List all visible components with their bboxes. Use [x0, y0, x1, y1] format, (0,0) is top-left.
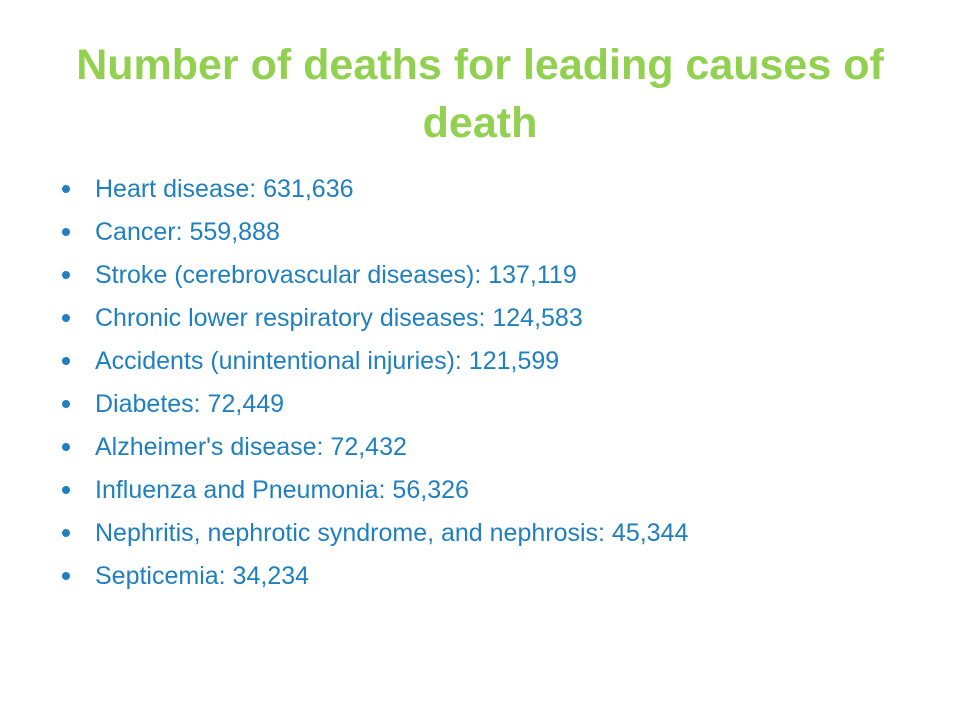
list-item-text: Accidents (unintentional injuries): 121,599 — [95, 347, 560, 375]
bullet-icon — [62, 400, 70, 408]
bullet-icon — [62, 357, 70, 365]
list-item-text: Diabetes: 72,449 — [95, 390, 285, 418]
bullet-icon — [62, 314, 70, 322]
bullet-icon — [62, 228, 70, 236]
bullet-icon — [62, 271, 70, 279]
list-item — [60, 168, 920, 211]
list-item — [60, 211, 920, 254]
list-item — [60, 469, 920, 512]
bullet-icon — [62, 443, 70, 451]
list-item — [60, 297, 920, 340]
list-item-text: Alzheimer's disease: 72,432 — [95, 433, 407, 461]
bullet-icon — [62, 185, 70, 193]
bullet-icon — [62, 486, 70, 494]
bullet-icon — [62, 572, 70, 580]
list-item-text: Chronic lower respiratory diseases: 124,583 — [95, 304, 583, 332]
list-item — [60, 383, 920, 426]
list-item-text: Stroke (cerebrovascular diseases): 137,119 — [95, 261, 577, 289]
list-item — [60, 555, 920, 598]
list-item-text: Cancer: 559,888 — [95, 218, 280, 246]
list-item-text: Heart disease: 631,636 — [95, 175, 354, 203]
slide-title: Number of deaths for leading causes of death — [76, 41, 884, 147]
list-item — [60, 426, 920, 469]
bullet-list — [60, 168, 920, 598]
list-item — [60, 340, 920, 383]
list-item — [60, 512, 920, 555]
list-item-text: Septicemia: 34,234 — [95, 562, 310, 590]
bullet-icon — [62, 529, 70, 537]
list-item-text: Influenza and Pneumonia: 56,326 — [95, 476, 469, 504]
list-item-text: Nephritis, nephrotic syndrome, and nephrosis: 45,344 — [95, 519, 689, 547]
list-item — [60, 254, 920, 297]
